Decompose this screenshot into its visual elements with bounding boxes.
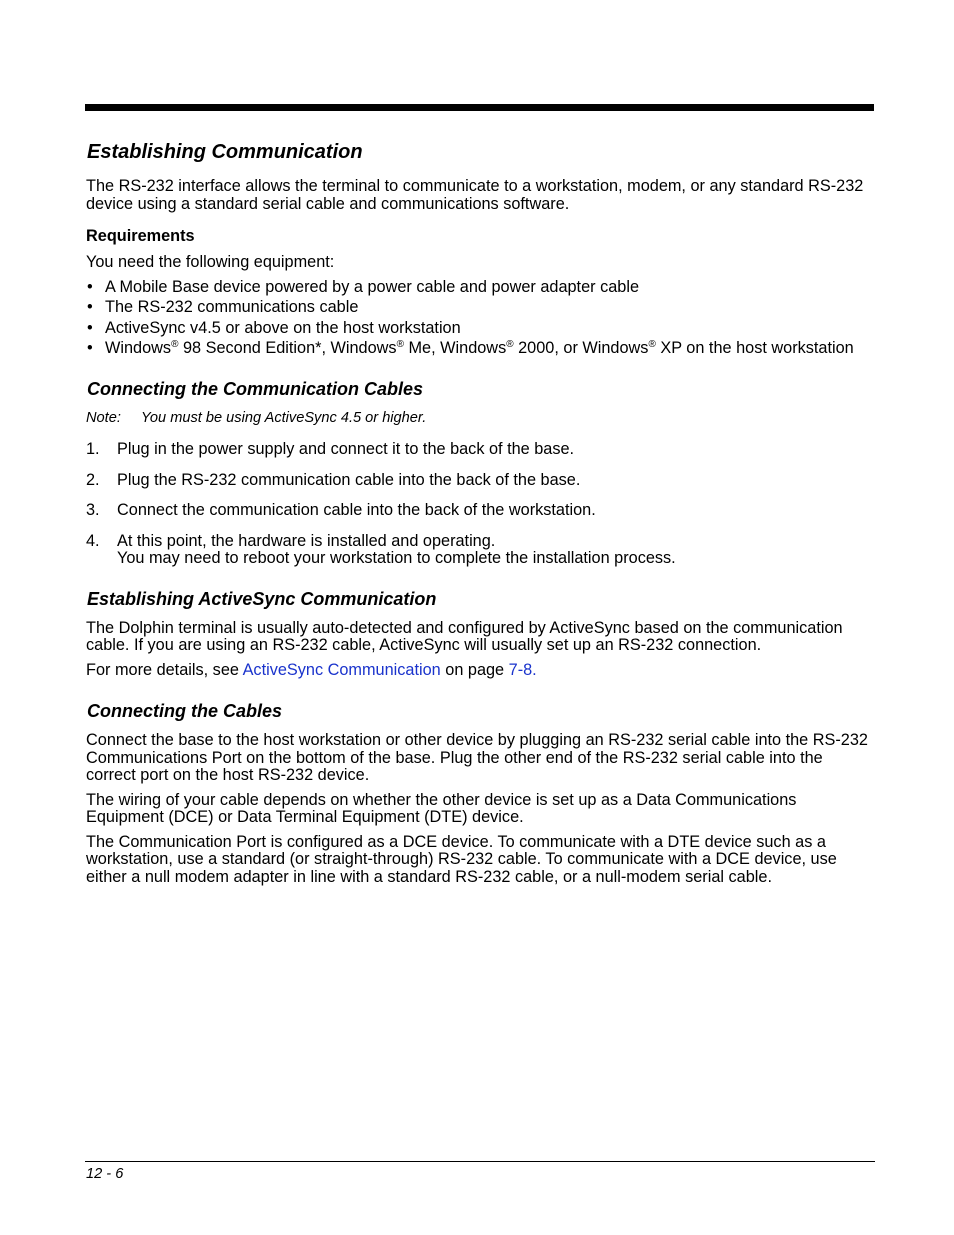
footer-rule xyxy=(85,1161,875,1162)
list-item: • ActiveSync v4.5 or above on the host workstation xyxy=(86,320,876,338)
header-rule xyxy=(85,104,874,111)
page-ref-link[interactable]: 7-8. xyxy=(508,660,537,679)
list-item-windows: • Windows® 98 Second Edition*, Windows® Me, Windows® 2000, or Windows® XP on the host workstation xyxy=(86,340,876,358)
intro-paragraph: The RS-232 interface allows the terminal to communicate to a workstation, modem, or any standard RS-232 device using a standard serial cable and communications software. xyxy=(86,177,864,213)
cables-paragraph-1: Connect the base to the host workstation or other device by plugging an RS-232 serial cable into the RS-232 Communications Port on the bottom of the base. Plug the other end of the RS-232 serial cable into the correct port on the host RS-232 device. xyxy=(86,731,868,784)
comm-cables-heading: Connecting the Communication Cables xyxy=(87,378,424,399)
section-title: Establishing Communication xyxy=(87,141,363,163)
cables-heading: Connecting the Cables xyxy=(87,701,283,721)
activesync-heading: Establishing ActiveSync Communication xyxy=(87,588,437,609)
requirements-lead: You need the following equipment: xyxy=(86,253,335,271)
note-text: You must be using ActiveSync 4.5 or higher. xyxy=(141,409,427,426)
list-item: • A Mobile Base device powered by a power cable and power adapter cable xyxy=(86,279,876,297)
more-details: For more details, see ActiveSync Communication on page 7-8. xyxy=(86,660,537,679)
step-item: 3. Connect the communication cable into the back of the workstation. xyxy=(86,501,596,519)
step-item: 2. Plug the RS-232 communication cable into the back of the base. xyxy=(86,470,581,489)
list-item: • The RS-232 communications cable xyxy=(86,299,876,317)
step-item: 4. At this point, the hardware is installed and operating. You may need to reboot your workstation to complete the installation process. xyxy=(86,531,676,567)
requirements-list xyxy=(86,279,876,358)
cables-paragraph-3: The Communication Port is configured as a DCE device. To communicate with a DTE device such as a workstation, use a standard (or straight-through) RS-232 cable. To communicate with a DCE device, use either a null modem adapter in line with a standard RS-232 cable, or a null-modem serial cable. xyxy=(86,832,837,886)
steps-list xyxy=(86,441,876,568)
page-number: 12 - 6 xyxy=(86,1166,124,1182)
requirements-heading: Requirements xyxy=(86,227,195,245)
activesync-link[interactable]: ActiveSync Communication xyxy=(242,660,441,679)
note xyxy=(86,410,876,428)
note-label: Note: xyxy=(86,409,121,426)
step-item: 1. Plug in the power supply and connect it to the back of the base. xyxy=(86,440,575,458)
activesync-paragraph: The Dolphin terminal is usually auto-detected and configured by ActiveSync based on the communication cable. If you are using an RS-232 cable, ActiveSync will usually set up an RS-232 connection. xyxy=(86,618,843,654)
page-content xyxy=(86,140,876,893)
cables-paragraph-2: The wiring of your cable depends on whether the other device is set up as a Data Communications Equipment (DCE) or Data Terminal Equipment (DTE) device. xyxy=(86,790,797,826)
